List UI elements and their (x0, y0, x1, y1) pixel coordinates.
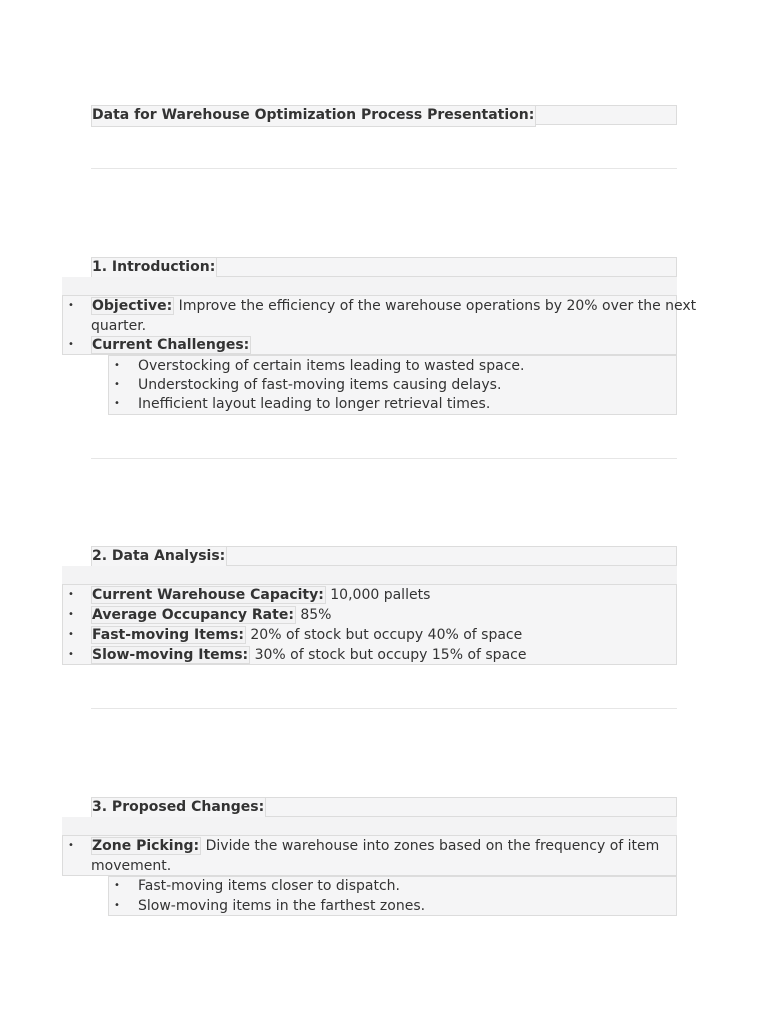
capacity-value: 10,000 pallets (325, 587, 431, 603)
bullet: • (68, 840, 74, 851)
list-item-zone-picking (91, 836, 659, 856)
sublist-item: Fast-moving items closer to dispatch. (138, 878, 400, 894)
section-heading-introduction: 1. Introduction: (91, 257, 217, 279)
section-band (62, 277, 677, 295)
bullet: • (114, 900, 120, 911)
capacity-label: Current Warehouse Capacity: (92, 587, 324, 603)
bullet: • (114, 398, 120, 409)
occupancy-value: 85% (295, 607, 332, 623)
bullet: • (114, 880, 120, 891)
bullet: • (68, 629, 74, 640)
zone-picking-text-continued: movement. (91, 858, 172, 874)
fast-moving-label: Fast-moving Items: (92, 627, 244, 643)
sublist-item: Inefficient layout leading to longer retrieval times. (138, 396, 491, 412)
sublist-item: Overstocking of certain items leading to wasted space. (138, 358, 525, 374)
objective-label: Objective: (92, 298, 173, 314)
section-heading-box (91, 257, 677, 277)
list-item-objective (91, 296, 696, 316)
bullet: • (68, 300, 74, 311)
bullet: • (114, 379, 120, 390)
zone-picking-label: Zone Picking: (92, 838, 200, 854)
occupancy-label: Average Occupancy Rate: (92, 607, 294, 623)
list-item-challenges (91, 335, 251, 355)
divider (91, 168, 677, 169)
list-item-capacity (91, 585, 430, 605)
challenges-label: Current Challenges: (92, 337, 250, 353)
bullet: • (68, 649, 74, 660)
list-item-occupancy (91, 605, 332, 625)
divider (91, 708, 677, 709)
document-title: Data for Warehouse Optimization Process Presentation: (91, 105, 536, 127)
bullet: • (68, 589, 74, 600)
slow-moving-value: 30% of stock but occupy 15% of space (250, 647, 527, 663)
section-heading-data-analysis: 2. Data Analysis: (91, 546, 227, 568)
sublist-item: Understocking of fast-moving items causing delays. (138, 377, 502, 393)
slow-moving-label: Slow-moving Items: (92, 647, 249, 663)
divider (91, 458, 677, 459)
sublist-item: Slow-moving items in the farthest zones. (138, 898, 426, 914)
section-heading-proposed-changes: 3. Proposed Changes: (91, 797, 266, 819)
fast-moving-value: 20% of stock but occupy 40% of space (245, 627, 523, 643)
zone-picking-text: Divide the warehouse into zones based on the frequency of item (201, 838, 660, 854)
objective-text: Improve the efficiency of the warehouse operations by 20% over the next (174, 298, 697, 314)
bullet: • (68, 339, 74, 350)
objective-text-continued: quarter. (91, 318, 147, 334)
bullet: • (68, 609, 74, 620)
section-heading-box (91, 797, 677, 817)
list-item-fast-moving (91, 625, 522, 645)
section-band (62, 817, 677, 835)
section-band (62, 566, 677, 584)
list-item-slow-moving (91, 645, 526, 665)
document-title-box (91, 105, 677, 125)
bullet: • (114, 360, 120, 371)
section-heading-box (91, 546, 677, 566)
